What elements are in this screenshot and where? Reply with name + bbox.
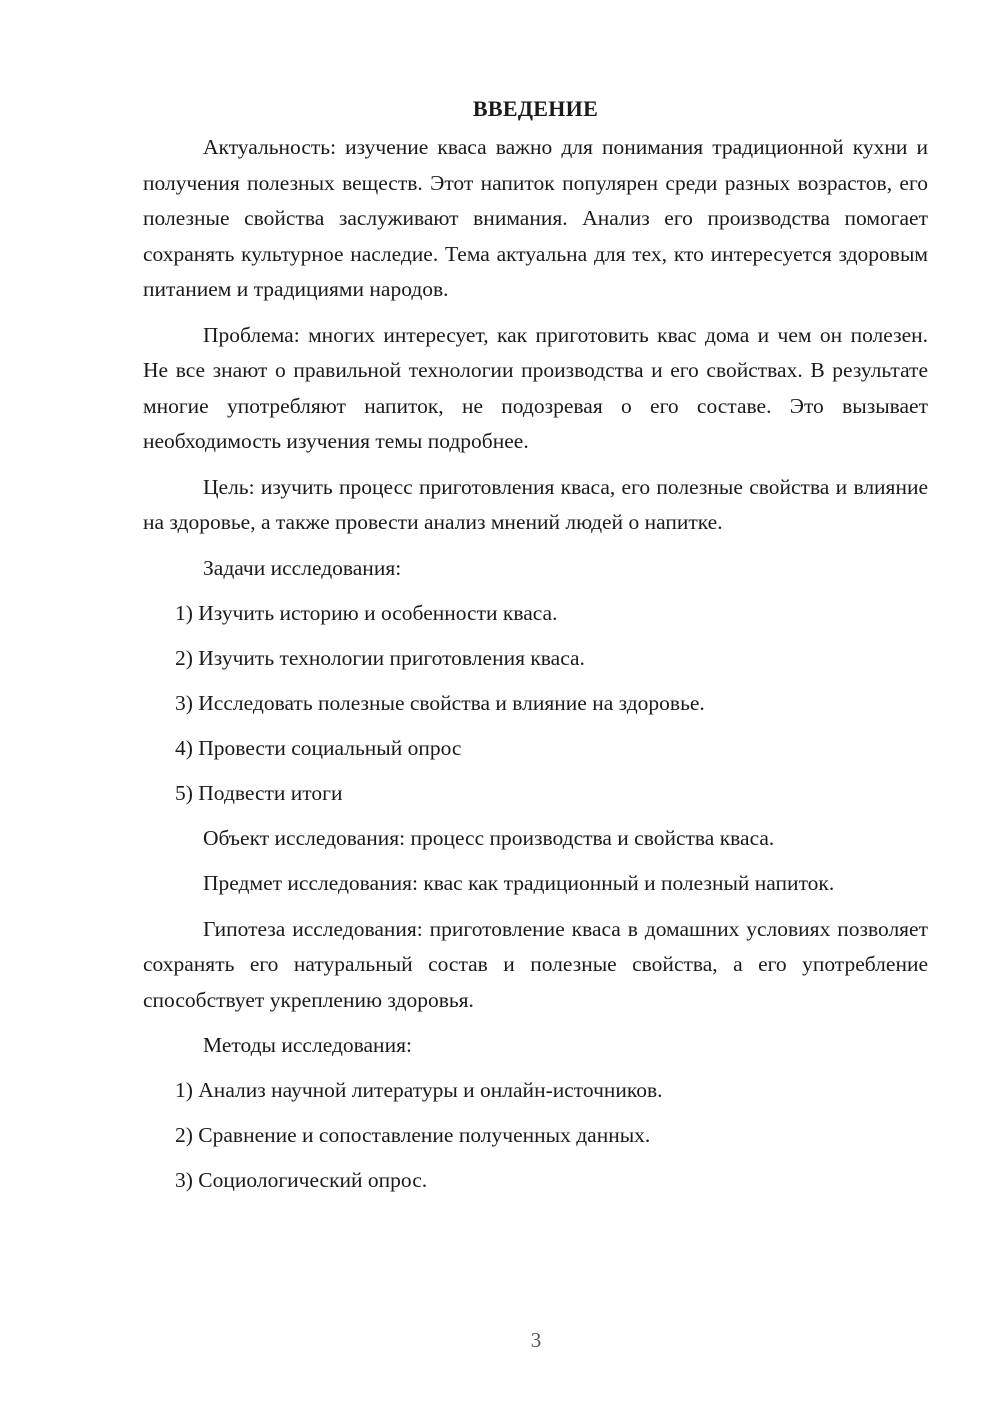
goal-paragraph: Цель: изучить процесс приготовления кваса, его полезные свойства и влияние на здоровье, а также провести анализ мнений людей о напитке.: [143, 474, 928, 534]
list-item: 2) Изучить технологии приготовления кваса.: [175, 645, 585, 670]
list-item: 1) Анализ научной литературы и онлайн-источников.: [175, 1078, 663, 1102]
list-item: 3) Социологический опрос.: [175, 1168, 428, 1192]
problem-paragraph: Проблема: многих интересует, как приготовить квас дома и чем он полезен. Не все знают о правильной технологии производства и его свойствах. В результате многие употребляют напиток, не подозревая о его составе. Это вызывает необходимость изучения темы подробнее.: [143, 322, 928, 453]
list-item: 3) Исследовать полезные свойства и влияние на здоровье.: [175, 690, 705, 715]
hypothesis-paragraph: Гипотеза исследования: приготовление кваса в домашних условиях позволяет сохранять его натуральный состав и полезные свойства, а его употребление способствует укреплению здоровья.: [143, 916, 928, 1012]
tasks-heading: Задачи исследования:: [203, 555, 402, 580]
subject-paragraph: Предмет исследования: квас как традиционный и полезный напиток.: [203, 871, 835, 895]
methods-list: [143, 1073, 928, 1199]
list-item: 1) Изучить историю и особенности кваса.: [175, 600, 558, 625]
tasks-list: [143, 596, 928, 812]
document-page: [143, 92, 928, 1208]
object-paragraph: Объект исследования: процесс производства и свойства кваса.: [203, 825, 775, 850]
list-item: 5) Подвести итоги: [175, 780, 343, 805]
page-number: 3: [530, 1328, 542, 1352]
list-item: 2) Сравнение и сопоставление полученных данных.: [175, 1123, 651, 1147]
section-title: ВВЕДЕНИЕ: [472, 96, 599, 121]
list-item: 4) Провести социальный опрос: [175, 735, 462, 760]
relevance-paragraph: Актуальность: изучение кваса важно для понимания традиционной кухни и получения полезных веществ. Этот напиток популярен среди разных возрастов, его полезные свойства заслуживают внимания. Анализ его производства помогает сохранять культурное наследие. Тема актуальна для тех, кто интересуется здоровым питанием и традициями народов.: [143, 135, 928, 301]
methods-heading: Методы исследования:: [203, 1033, 412, 1057]
